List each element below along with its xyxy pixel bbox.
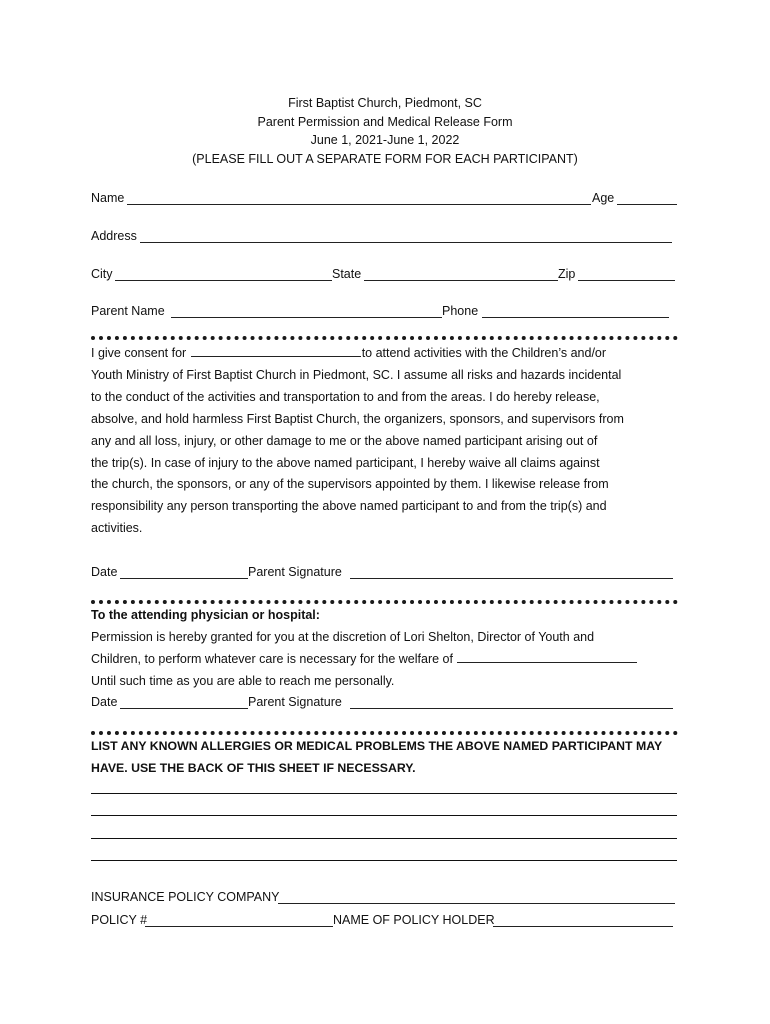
consent-after-blank: to attend activities with the Children’s and/or	[361, 346, 607, 360]
city-field[interactable]	[115, 280, 332, 281]
consent-lead: I give consent for	[91, 346, 187, 360]
parent-name-label: Parent Name	[91, 304, 165, 318]
consent-line: Youth Ministry of First Baptist Church in Piedmont, SC. I assume all risks and hazards incidental	[91, 367, 622, 382]
address-row	[91, 227, 677, 245]
address-field[interactable]	[140, 242, 672, 243]
church-name: First Baptist Church, Piedmont, SC	[288, 96, 482, 110]
consent-signature-row	[91, 563, 677, 581]
participant-name-field[interactable]	[191, 344, 361, 357]
consent-line: responsibility any person transporting the above named participant to and from the trip(s) and	[91, 499, 607, 514]
physician-line-1: Permission is hereby granted for you at the discretion of Lori Shelton, Director of Youth and	[91, 629, 595, 644]
welfare-of-field[interactable]	[457, 650, 637, 663]
parent-signature-field[interactable]	[350, 578, 673, 579]
allergies-entry-line[interactable]	[91, 838, 677, 839]
physician-heading: To the attending physician or hospital:	[91, 608, 320, 622]
state-field[interactable]	[364, 280, 558, 281]
phone-field[interactable]	[482, 317, 669, 318]
allergies-entry-line[interactable]	[91, 815, 677, 816]
address-label: Address	[91, 229, 137, 243]
date-field[interactable]	[120, 578, 248, 579]
phone-label: Phone	[442, 304, 479, 318]
allergies-entry-line[interactable]	[91, 860, 677, 861]
insurance-company-field[interactable]	[278, 903, 675, 904]
allergies-line-2: HAVE. USE THE BACK OF THIS SHEET IF NECESSARY.	[91, 760, 416, 775]
insurance-company-row	[91, 888, 677, 906]
consent-line: the trip(s). In case of injury to the above named participant, I hereby waive all claims against	[91, 455, 600, 470]
form-date-range: June 1, 2021-June 1, 2022	[310, 133, 460, 148]
date-field[interactable]	[120, 708, 248, 709]
dotted-separator	[91, 600, 678, 604]
allergies-line-1: LIST ANY KNOWN ALLERGIES OR MEDICAL PROBLEMS THE ABOVE NAMED PARTICIPANT MAY	[91, 739, 663, 753]
policy-holder-field[interactable]	[493, 926, 673, 927]
date-label: Date	[91, 695, 118, 709]
zip-label: Zip	[558, 267, 576, 281]
consent-line: absolve, and hold harmless First Baptist Church, the organizers, sponsors, and supervisors from	[91, 411, 624, 426]
dotted-separator	[91, 731, 678, 735]
consent-line: any and all loss, injury, or other damage to me or the above named participant arising out of	[91, 433, 598, 448]
consent-line: the church, the sponsors, or any of the supervisors appointed by them. I likewise release from	[91, 477, 609, 492]
parent-signature-field[interactable]	[350, 708, 673, 709]
allergies-entry-line[interactable]	[91, 793, 677, 794]
parent-signature-label: Parent Signature	[248, 565, 342, 579]
state-label: State	[332, 267, 362, 281]
date-label: Date	[91, 565, 118, 579]
form-title: Parent Permission and Medical Release Form	[257, 114, 513, 129]
consent-paragraph	[91, 343, 681, 540]
parent-name-field[interactable]	[171, 317, 442, 318]
parent-signature-label: Parent Signature	[248, 695, 342, 709]
insurance-company-label: INSURANCE POLICY COMPANY	[91, 890, 280, 904]
consent-line: activities.	[91, 521, 143, 536]
dotted-separator	[91, 336, 678, 340]
form-header	[0, 94, 770, 168]
age-label: Age	[592, 191, 615, 205]
city-state-zip-row	[91, 265, 677, 283]
policy-number-label: POLICY #	[91, 913, 148, 927]
city-label: City	[91, 267, 113, 281]
policy-row	[91, 911, 677, 929]
physician-signature-row	[91, 693, 677, 711]
name-field[interactable]	[127, 204, 591, 205]
consent-line: to the conduct of the activities and transportation to and from the areas. I do hereby release,	[91, 389, 600, 404]
policy-number-field[interactable]	[145, 926, 333, 927]
parent-phone-row	[91, 302, 677, 320]
policy-holder-label: NAME OF POLICY HOLDER	[333, 913, 495, 927]
name-age-row	[91, 189, 677, 207]
age-field[interactable]	[617, 204, 677, 205]
physician-section	[91, 605, 681, 693]
physician-line-3: Until such time as you are able to reach me personally.	[91, 673, 395, 688]
physician-line-2-text: Children, to perform whatever care is necessary for the welfare of	[91, 651, 453, 666]
physician-line-2	[91, 649, 681, 671]
form-instruction: (PLEASE FILL OUT A SEPARATE FORM FOR EACH PARTICIPANT)	[192, 151, 578, 166]
consent-line-1	[91, 343, 681, 365]
allergies-section	[91, 736, 681, 780]
name-label: Name	[91, 191, 125, 205]
zip-field[interactable]	[578, 280, 675, 281]
